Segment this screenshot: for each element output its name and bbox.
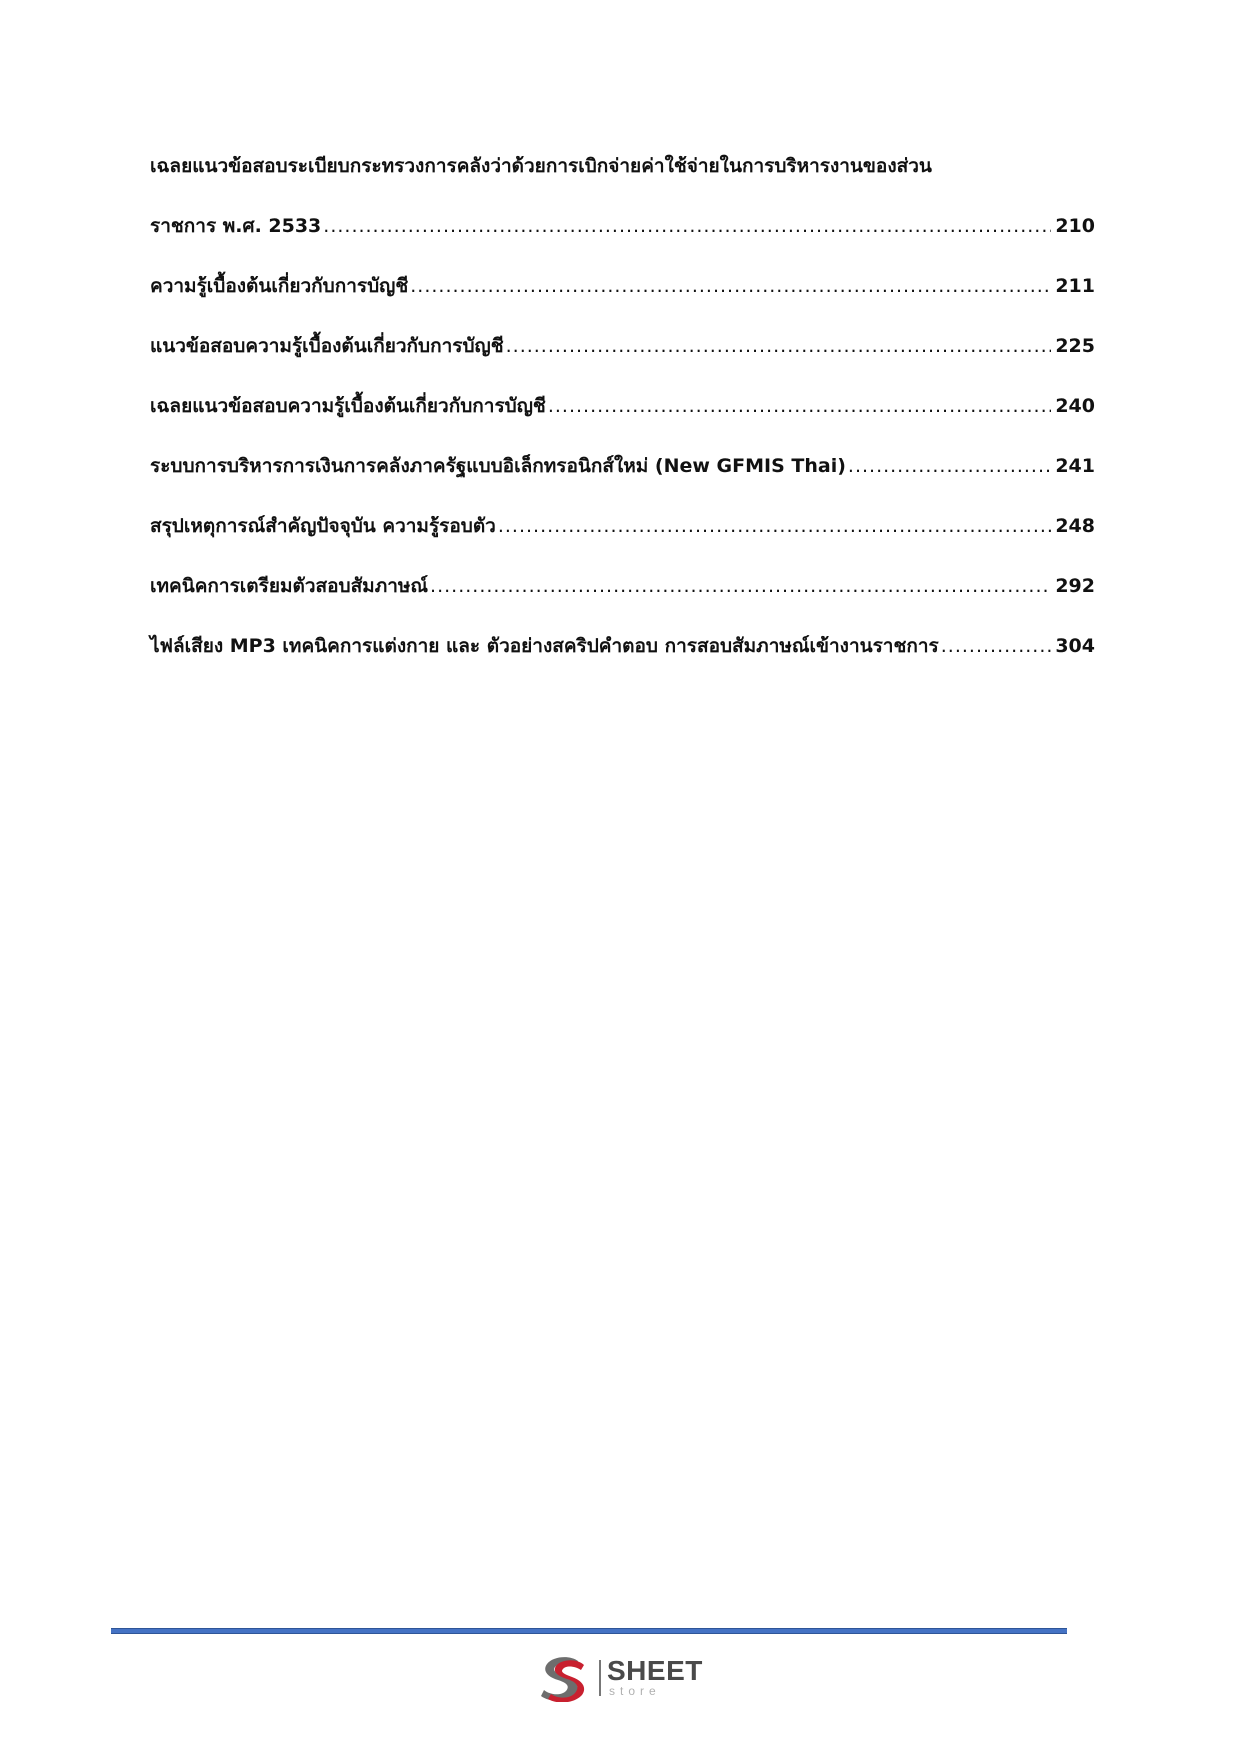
toc-entry-line [150, 631, 1095, 661]
toc-dot-leader [506, 331, 1052, 361]
toc-page-number: 211 [1055, 275, 1095, 297]
toc-dot-leader [848, 451, 1051, 481]
toc-page-number: 240 [1055, 395, 1095, 417]
table-of-contents [150, 151, 1095, 691]
toc-dot-leader [323, 211, 1051, 241]
footer-rule [111, 1628, 1067, 1634]
toc-entry-line [150, 211, 1095, 241]
toc-entry[interactable] [150, 331, 1095, 361]
toc-entry-title: เทคนิคการเตรียมตัวสอบสัมภาษณ์ [150, 575, 429, 597]
toc-entry[interactable] [150, 571, 1095, 601]
logo-subtext: store [609, 1684, 661, 1698]
toc-dot-leader [430, 571, 1051, 601]
toc-dot-leader [941, 631, 1052, 661]
toc-entry-line [150, 271, 1095, 301]
logo-wordmark: SHEET [607, 1655, 703, 1686]
toc-entry-title: ราชการ พ.ศ. 2533 [150, 215, 322, 237]
toc-entry[interactable] [150, 271, 1095, 301]
toc-page-number: 210 [1055, 215, 1095, 237]
toc-entry-line [150, 391, 1095, 421]
toc-entry[interactable] [150, 631, 1095, 661]
toc-entry-title: เฉลยแนวข้อสอบความรู้เบื้องต้นเกี่ยวกับการบัญชี [150, 395, 546, 417]
sheet-store-s-logo-icon [537, 1654, 589, 1702]
toc-entry-line [150, 511, 1095, 541]
toc-entry[interactable] [150, 511, 1095, 541]
toc-entry[interactable] [150, 391, 1095, 421]
toc-entry-line [150, 571, 1095, 601]
toc-page-number: 225 [1055, 335, 1095, 357]
toc-page-number: 248 [1055, 515, 1095, 537]
logo-divider [599, 1660, 601, 1696]
toc-page-number: 304 [1055, 635, 1095, 657]
toc-entry-title-line-1: เฉลยแนวข้อสอบระเบียบกระทรวงการคลังว่าด้วยการเบิกจ่ายค่าใช้จ่ายในการบริหารงานของส่วน [150, 155, 932, 177]
toc-entry[interactable] [150, 151, 1095, 241]
toc-entry-title: ความรู้เบื้องต้นเกี่ยวกับการบัญชี [150, 275, 409, 297]
toc-entry-title: แนวข้อสอบความรู้เบื้องต้นเกี่ยวกับการบัญชี [150, 335, 504, 357]
toc-entry-title: ไฟล์เสียง MP3 เทคนิคการแต่งกาย และ ตัวอย่างสคริปคำตอบ การสอบสัมภาษณ์เข้างานราชการ [150, 635, 939, 657]
toc-page-number: 292 [1055, 575, 1095, 597]
sheet-store-logo [537, 1654, 717, 1702]
toc-dot-leader [410, 271, 1051, 301]
toc-page-number: 241 [1055, 455, 1095, 477]
toc-entry-title: สรุปเหตุการณ์สำคัญปัจจุบัน ความรู้รอบตัว [150, 515, 496, 537]
toc-dot-leader [498, 511, 1051, 541]
toc-entry-line [150, 331, 1095, 361]
toc-entry[interactable] [150, 451, 1095, 481]
toc-entry-title: ระบบการบริหารการเงินการคลังภาครัฐแบบอิเล็กทรอนิกส์ใหม่ (New GFMIS Thai) [150, 455, 846, 477]
toc-dot-leader [548, 391, 1052, 421]
toc-entry-line [150, 451, 1095, 481]
